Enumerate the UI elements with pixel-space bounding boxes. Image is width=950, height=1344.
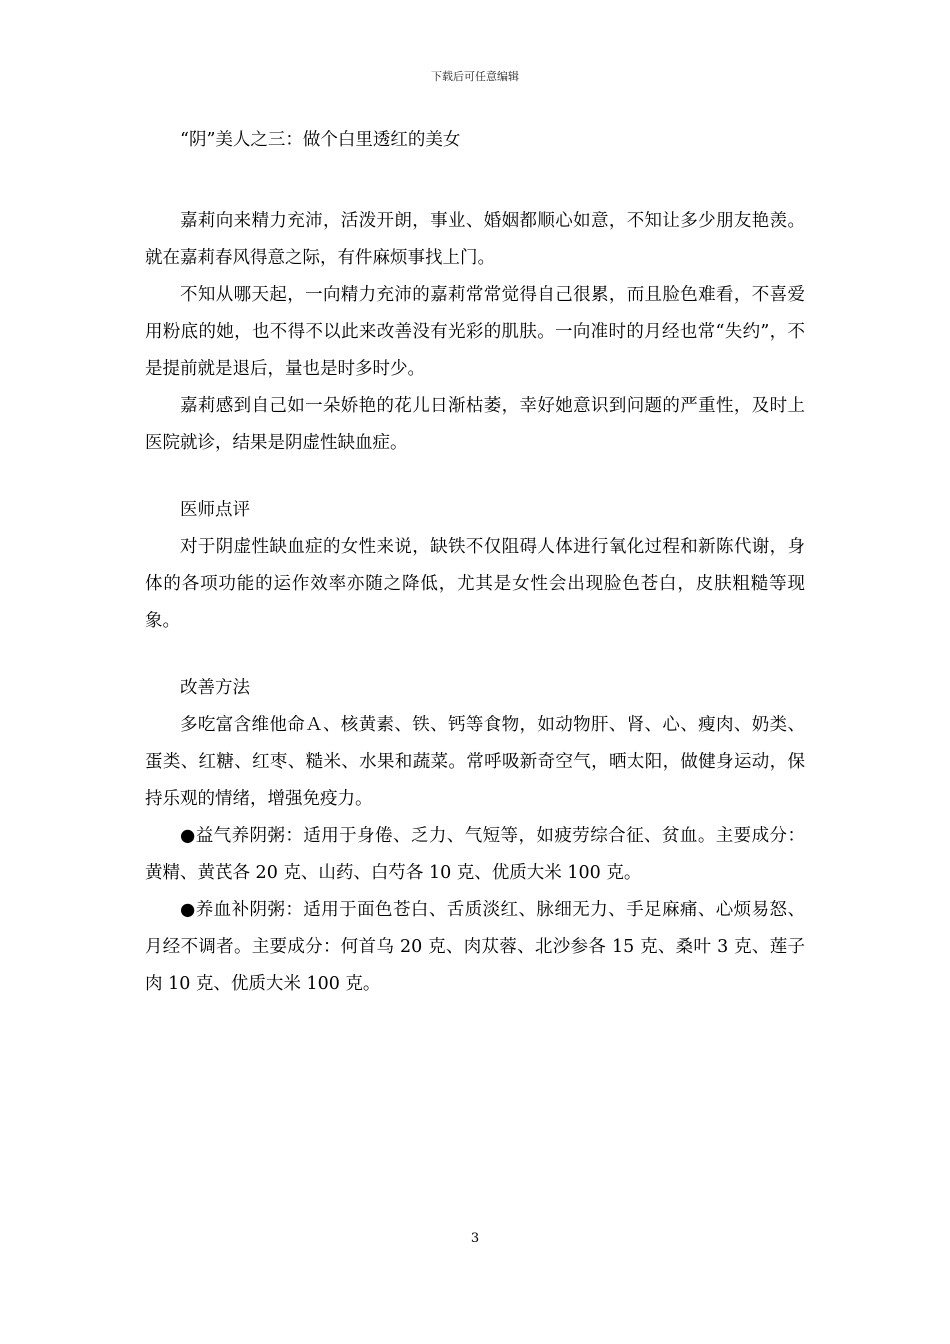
spacer (145, 640, 805, 670)
recipe-item-2: ●养血补阴粥：适用于面色苍白、舌质淡红、脉细无力、手足麻痛、心烦易怒、月经不调者。主要成分：何首乌 20 克、肉苁蓉、北沙参各 15 克、桑叶 3 克、莲子肉 10 克、优质大米 100 克。 (145, 900, 805, 994)
spacer (145, 159, 805, 203)
spacer (145, 462, 805, 492)
review-heading: 医师点评 (180, 500, 250, 520)
story-paragraph-3: 嘉莉感到自己如一朵娇艳的花儿日渐枯萎，幸好她意识到问题的严重性，及时上医院就诊，结果是阴虚性缺血症。 (145, 396, 805, 453)
methods-heading: 改善方法 (180, 678, 250, 698)
document-body (145, 122, 805, 1003)
story-paragraph-1: 嘉莉向来精力充沛，活泼开朗，事业、婚姻都顺心如意，不知让多少朋友艳羡。就在嘉莉春风得意之际，有件麻烦事找上门。 (145, 211, 805, 268)
review-paragraph: 对于阴虚性缺血症的女性来说，缺铁不仅阻碍人体进行氧化过程和新陈代谢，身体的各项功能的运作效率亦随之降低，尤其是女性会出现脸色苍白，皮肤粗糙等现象。 (145, 537, 805, 631)
page-number: 3 (470, 1231, 480, 1246)
article-title: “阴”美人之三：做个白里透红的美女 (180, 130, 461, 150)
story-paragraph-2: 不知从哪天起，一向精力充沛的嘉莉常常觉得自己很累，而且脸色难看，不喜爱用粉底的她，也不得不以此来改善没有光彩的肌肤。一向准时的月经也常“失约”，不是提前就是退后，量也是时多时少。 (145, 285, 805, 379)
page-header: 下载后可任意编辑 (431, 70, 519, 83)
methods-paragraph: 多吃富含维他命Ａ、核黄素、铁、钙等食物，如动物肝、肾、心、瘦肉、奶类、蛋类、红糖、红枣、糙米、水果和蔬菜。常呼吸新奇空气，晒太阳，做健身运动，保持乐观的情绪，增强免疫力。 (145, 715, 805, 809)
recipe-item-1: ●益气养阴粥：适用于身倦、乏力、气短等，如疲劳综合征、贫血。主要成分：黄精、黄芪各 20 克、山药、白芍各 10 克、优质大米 100 克。 (145, 826, 805, 883)
